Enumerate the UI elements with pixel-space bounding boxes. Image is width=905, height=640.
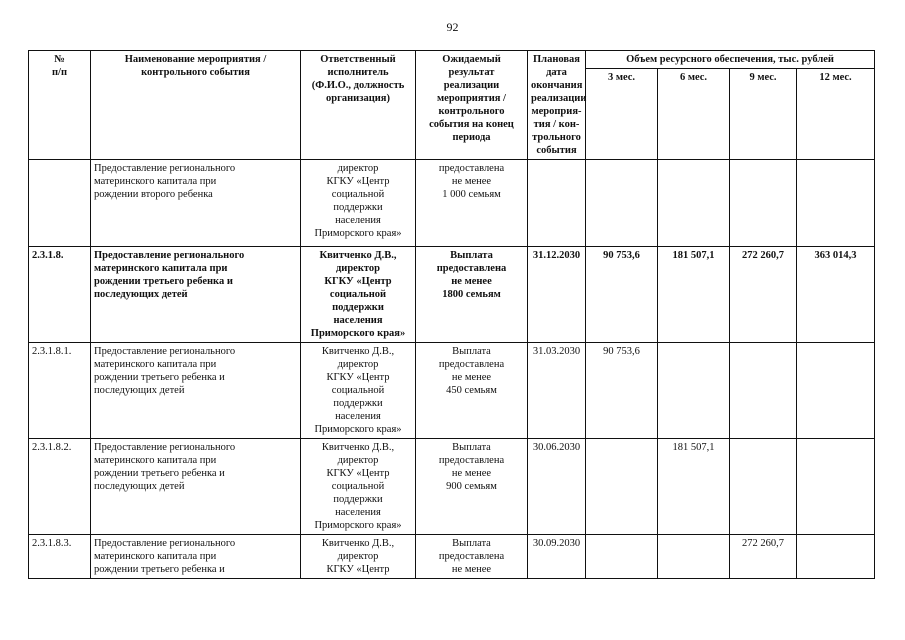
header-m9: 9 мес. (730, 69, 797, 160)
row-name: Предоставление регионального материнского капитала при рождении второго ребенка (91, 160, 301, 247)
row-responsible: директор КГКУ «Центр социальной поддержки населения Приморского края» (301, 160, 416, 247)
row-m12 (797, 439, 875, 535)
row-num: 2.3.1.8.1. (29, 343, 91, 439)
row-date: 30.09.2030 (528, 535, 586, 579)
row-expected: Выплата предоставлена не менее 1800 семьям (416, 247, 528, 343)
row-m3: 90 753,6 (586, 247, 658, 343)
row-m9 (730, 160, 797, 247)
row-num: 2.3.1.8.3. (29, 535, 91, 579)
row-date: 31.03.2030 (528, 343, 586, 439)
row-m12 (797, 343, 875, 439)
row-m9 (730, 439, 797, 535)
row-num: 2.3.1.8.2. (29, 439, 91, 535)
table-row (29, 439, 875, 535)
row-name: Предоставление регионального материнского капитала при рождении третьего ребенка и последующих детей (91, 343, 301, 439)
row-m3 (586, 439, 658, 535)
row-num: 2.3.1.8. (29, 247, 91, 343)
row-m9: 272 260,7 (730, 535, 797, 579)
row-m6 (658, 343, 730, 439)
header-resources: Объем ресурсного обеспечения, тыс. рублей (586, 51, 875, 69)
plan-table (28, 50, 875, 579)
row-responsible: Квитченко Д.В., директор КГКУ «Центр социальной поддержки населения Приморского края» (301, 343, 416, 439)
header-m12: 12 мес. (797, 69, 875, 160)
row-m6: 181 507,1 (658, 439, 730, 535)
header-num: № п/п (29, 51, 91, 160)
row-m12: 363 014,3 (797, 247, 875, 343)
header-planned-date: Плановая дата окончания реализации мероприя- тия / кон- трольного события (528, 51, 586, 160)
row-m12 (797, 160, 875, 247)
row-num (29, 160, 91, 247)
row-responsible: Квитченко Д.В., директор КГКУ «Центр социальной поддержки населения Приморского края» (301, 247, 416, 343)
row-m3: 90 753,6 (586, 343, 658, 439)
row-expected: Выплата предоставлена не менее 450 семьям (416, 343, 528, 439)
table-row (29, 343, 875, 439)
page-number: 92 (446, 20, 459, 34)
header-m3: 3 мес. (586, 69, 658, 160)
row-m3 (586, 160, 658, 247)
table-row (29, 535, 875, 579)
row-m6 (658, 535, 730, 579)
header-responsible: Ответственный исполнитель (Ф.И.О., должность организация) (301, 51, 416, 160)
header-name: Наименование мероприятия / контрольного события (91, 51, 301, 160)
row-m3 (586, 535, 658, 579)
row-date (528, 160, 586, 247)
row-m12 (797, 535, 875, 579)
row-m6 (658, 160, 730, 247)
row-name: Предоставление регионального материнского капитала при рождении третьего ребенка и последующих детей (91, 439, 301, 535)
row-date: 31.12.2030 (528, 247, 586, 343)
header-expected: Ожидаемый результат реализации мероприятия / контрольного события на конец периода (416, 51, 528, 160)
row-expected: Выплата предоставлена не менее 900 семьям (416, 439, 528, 535)
row-name: Предоставление регионального материнского капитала при рождении третьего ребенка и последующих детей (91, 247, 301, 343)
row-responsible: Квитченко Д.В., директор КГКУ «Центр социальной поддержки населения Приморского края» (301, 439, 416, 535)
row-name: Предоставление регионального материнского капитала при рождении третьего ребенка и (91, 535, 301, 579)
row-responsible: Квитченко Д.В., директор КГКУ «Центр (301, 535, 416, 579)
row-m6: 181 507,1 (658, 247, 730, 343)
row-date: 30.06.2030 (528, 439, 586, 535)
table-row (29, 160, 875, 247)
row-m9 (730, 343, 797, 439)
table-row (29, 247, 875, 343)
row-m9: 272 260,7 (730, 247, 797, 343)
row-expected: предоставлена не менее 1 000 семьям (416, 160, 528, 247)
row-expected: Выплата предоставлена не менее (416, 535, 528, 579)
header-m6: 6 мес. (658, 69, 730, 160)
